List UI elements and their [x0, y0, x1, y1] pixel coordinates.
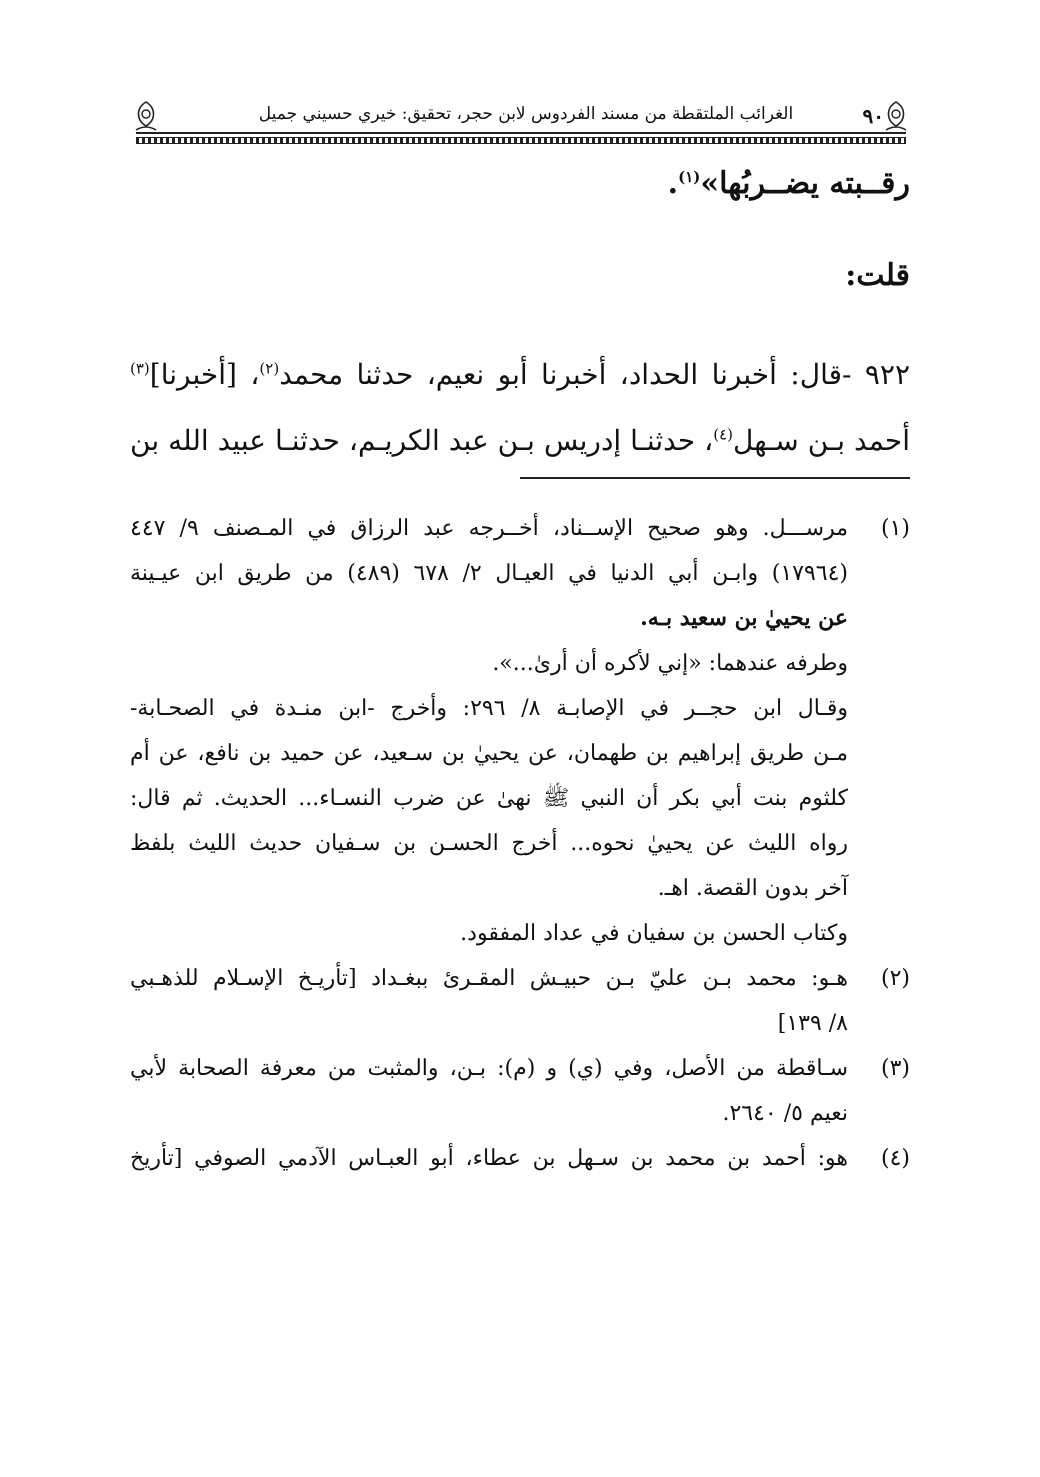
footnote-2	[130, 956, 910, 1046]
footnote-3	[130, 1046, 910, 1136]
footnote-line: سـاقطة من الأصل، وفي (ي) و (م): بـن، والمثبت من معرفة الصحابة لأبي	[130, 1056, 848, 1081]
footnote-number: (١)	[880, 516, 910, 541]
footnote-line: وطرفه عندهما: «إني لأكره أن أرىٰ...».	[492, 651, 848, 676]
page-number: ٩٠	[862, 104, 884, 128]
footnote-line: (١٧٩٦٤) وابـن أبي الدنيا في العيـال ٢/ ٦٧٨ (٤٨٩) من طريق ابن عيـينة	[130, 561, 848, 586]
footnote-4	[130, 1136, 910, 1181]
footnote-line: هـو: محمد بـن عليّ بـن حبيـش المقـرئ ببغـداد [تأريـخ الإسـلام للذهـبي	[130, 966, 848, 991]
header-title: الغرائب الملتقطة من مسند الفردوس لابن حجر، تحقيق: خيري حسيني جميل	[258, 104, 794, 124]
footnote-ref-1: (١)	[678, 168, 701, 186]
footnote-number: (٣)	[880, 1056, 910, 1081]
footnote-ref-3: (٣)	[130, 359, 150, 378]
paragraph-line-1: ٩٢٢ -قال: أخبرنا الحداد، أخبرنا أبو نعيم، حدثنا محمد$^{(٢)}$، [أخبرنا]$^{(٣)}$	[130, 358, 910, 391]
running-header	[130, 96, 912, 146]
header-chain-border	[136, 137, 906, 144]
footnote-line: ٨/ ١٣٩]	[777, 1011, 848, 1036]
footnote-number: (٤)	[880, 1146, 910, 1171]
footnote-line: مـن طريق إبراهيم بن طهمان، عن يحييٰ بن سـعيد، عن حميد بن نافع، عن أم	[130, 741, 848, 766]
left-ornament-icon	[132, 100, 160, 134]
footnotes	[130, 506, 910, 1181]
footnote-number: (٢)	[880, 966, 910, 991]
footnote-separator	[520, 477, 910, 479]
footnote-line: هو: أحمد بن محمد بن سـهل بن عطاء، أبو العبـاس الآدمي الصوفي [تأريخ	[130, 1146, 848, 1171]
footnote-line: مرســـل. وهو صحيح الإســناد، أخــرجه عبد الرزاق في المـصنف ٩/ ٤٤٧	[130, 516, 849, 541]
footnote-line: عن يحييٰ بن سعيد بـه.	[640, 605, 848, 631]
section-heading: قلت:	[845, 258, 910, 293]
footnote-line: وقـال ابن حجــر في الإصابـة ٨/ ٢٩٦: وأخرج -ابن منـدة في الصحـابة-	[130, 696, 849, 721]
footnote-line: وكتاب الحسن بن سفيان في عداد المفقود.	[460, 921, 848, 946]
footnote-1	[130, 506, 910, 641]
hadith-paragraph	[130, 342, 910, 474]
right-ornament-icon	[882, 100, 910, 134]
footnote-ref-4: (٤)	[713, 425, 733, 444]
footnote-line: كلثوم بنت أبي بكر أن النبي ﷺ نهىٰ عن ضرب النسـاء... الحديث. ثم قال:	[130, 786, 848, 811]
footnote-line: آخر بدون القصة. اهـ.	[657, 876, 848, 901]
footnote-line: نعيم ٥/ ٢٦٤٠.	[722, 1101, 848, 1126]
paragraph-line-2: أحمد بـن سـهل$^{(٤)}$، حدثنـا إدريس بـن عبد الكريـم، حدثنـا عبيد الله بن	[130, 424, 911, 457]
header-rule	[136, 132, 906, 134]
footnote-line: رواه الليث عن يحييٰ نحوه... أخرج الحسـن بن سـفيان حديث الليث بلفظ	[130, 831, 848, 856]
text-line-continuation: رقــبته يضــربُها»$^{(١)}$.	[667, 166, 910, 201]
footnote-ref-2: (٢)	[259, 359, 280, 378]
footnote-1-continuation	[130, 641, 848, 956]
